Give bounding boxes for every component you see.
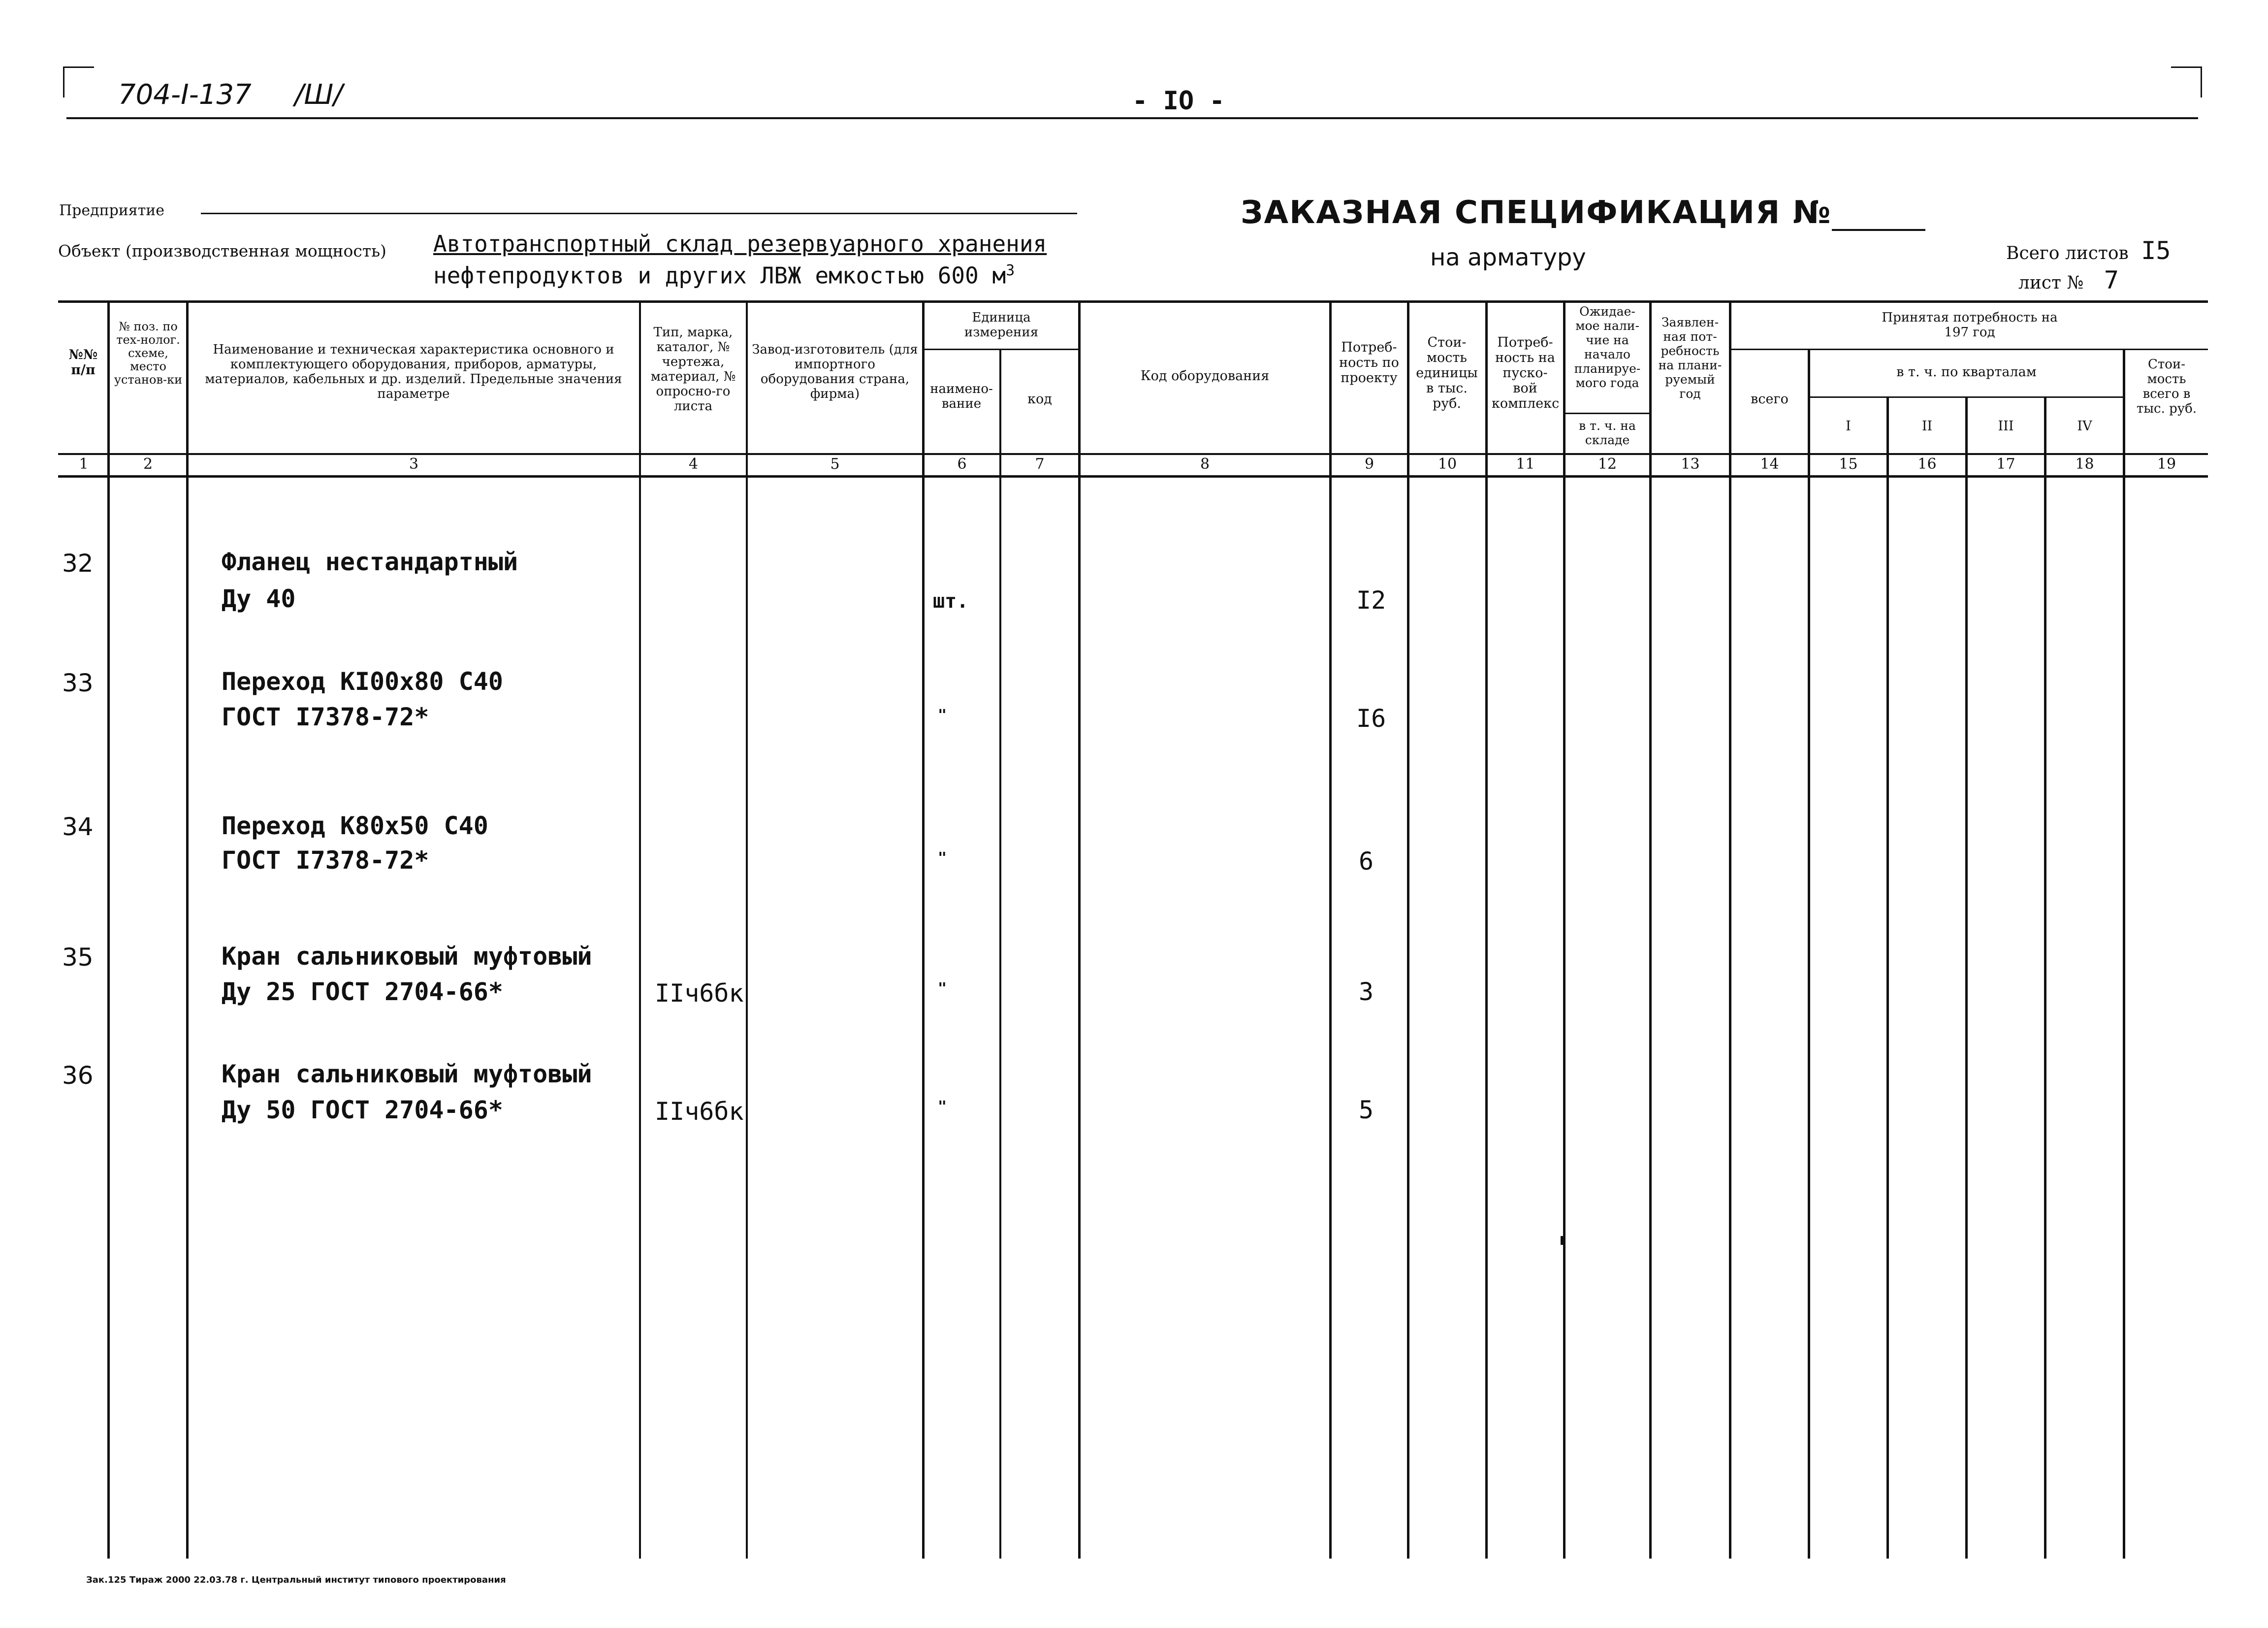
column-number-bottom-rule [58,475,2208,478]
col-number: 18 [2075,456,2094,473]
row-number: 34 [62,813,94,841]
col-number: 3 [409,456,419,473]
total-sheets-label: Всего листов [2006,243,2129,263]
unit-name: " [938,707,947,724]
col-border-6 [999,349,1001,1559]
col-number: 14 [1760,456,1779,473]
col-number: 11 [1516,456,1535,473]
spec-subtitle: на арматуру [1430,244,1586,271]
col-border-17 [2044,396,2046,1559]
sheet-number [2018,266,2119,294]
col-border-8 [1329,300,1332,1559]
col-header-9: Потреб-ность по проекту [1339,340,1399,386]
table-top-rule [58,300,2208,303]
item-name-line-1: Кран сальниковый муфтовый [222,942,592,971]
footer-imprint: Зак.125 Тираж 2000 22.03.78 г. Центральный институт типового проектирования [86,1575,506,1585]
col-header-12-bottom: в т. ч. на складе [1579,419,1636,447]
col-number: 7 [1035,456,1045,473]
item-name-line-1: Переход КI00х80 С40 [222,667,503,696]
object-line-2-text: нефтепродуктов и других ЛВЖ емкостью 600 м [433,262,1006,289]
object-superscript: 3 [1006,262,1015,279]
type-mark: IIч6бк [655,1097,744,1126]
item-name-line-2: Ду 50 ГОСТ 2704-66* [222,1096,503,1124]
col-header-14-group: Принятая потребность на 197 год [1882,310,2058,340]
col-header-6-group: Единица измерения [964,310,1039,340]
object-line-1: Автотранспортный склад резервуарного хранения [433,230,1047,257]
col-number: 4 [688,456,699,473]
col-header-11: Потреб-ность на пуско-вой комплекс [1492,335,1560,411]
item-name-line-1: Фланец нестандартный [222,548,518,576]
col-number: 12 [1597,456,1617,473]
col-number: 17 [1996,456,2015,473]
row-number: 35 [62,943,94,972]
col-border-1 [107,300,110,1559]
col-header-10: Стои-мость единицы в тыс. руб. [1416,335,1478,411]
sheet-label: лист № [2018,273,2084,293]
quarters-label: в т. ч. по кварталам [1896,364,2037,380]
row-number: 36 [62,1061,94,1090]
col-border-3 [639,300,641,1559]
col-border-11 [1563,300,1565,1559]
col-number: 9 [1364,456,1374,473]
quarter-3: III [1998,419,2014,434]
col-header-8: Код оборудования [1140,368,1270,384]
item-name-line-2: Ду 40 [222,585,296,613]
corner-mark-left [63,66,94,98]
col-number: 10 [1437,456,1457,473]
col-number: 2 [143,456,153,473]
object-line-2 [433,262,1015,289]
quantity: I6 [1356,704,1386,733]
col-number: 16 [1917,456,1937,473]
col-number: 15 [1839,456,1858,473]
sheet-value: 7 [2104,266,2119,294]
unit-name: " [938,980,947,997]
item-name-line-2: ГОСТ I7378-72* [222,703,429,731]
ink-mark [1561,1236,1565,1245]
col-number: 19 [2157,456,2176,473]
col-header-4: Тип, марка, каталог, № чертежа, материал, № опросно-го листа [650,325,736,414]
doc-code-text: 704-I-137 [118,79,252,111]
col-border-9 [1407,300,1409,1559]
type-mark: IIч6бк [655,979,744,1008]
col-border-15 [1886,396,1889,1559]
quarter-4: IV [2077,419,2092,434]
row-number: 33 [62,669,94,697]
unit-name: " [938,1098,947,1115]
quantity: 3 [1359,977,1374,1006]
enterprise-label: Предприятие [59,202,165,219]
col-header-14: всего [1751,391,1789,407]
header-rule [66,117,2198,119]
total-sheets [2006,236,2171,265]
col-number: 13 [1681,456,1700,473]
quantity: 5 [1359,1096,1374,1124]
col-header-3: Наименование и техническая характеристика основного и комплектующего оборудования, приборов, арматуры, материалов, кабельных и др. изделий. Предельные значения параметре [205,342,622,401]
page-number: - IO - [1132,86,1225,116]
item-name-line-1: Переход К80х50 С40 [222,812,488,840]
quantity: I2 [1356,586,1386,615]
col-border-7 [1078,300,1081,1559]
total-sheets-value: I5 [2141,236,2171,265]
quarter-2: II [1921,419,1933,434]
col-number: 6 [957,456,967,473]
col-border-4 [746,300,748,1559]
col-border-2 [186,300,189,1559]
col-border-14 [1808,349,1810,1559]
col-border-10 [1485,300,1488,1559]
document-code [118,79,343,111]
spec-title [1241,195,1925,231]
item-name-line-2: Ду 25 ГОСТ 2704-66* [222,977,503,1006]
col-header-13: Заявлен-ная пот-ребность на плани-руемый год [1658,315,1722,401]
col-header-7: код [1027,391,1052,407]
col-header-6: наимено-вание [930,382,993,411]
corner-mark-right [2171,66,2202,98]
col-header-5: Завод-изготовитель (для импортного оборудования страна, фирма) [752,342,918,401]
item-name-line-2: ГОСТ I7378-72* [222,846,429,875]
doc-suffix-text: /Ш/ [294,79,343,111]
col-number: 1 [79,456,89,473]
unit-name: шт. [933,590,969,613]
col12-split-rule [1565,413,1650,414]
accepted-group-rule [1730,349,2208,350]
col-header-2: № поз. по тех-нолог. схеме, место установ-ки [114,320,183,387]
col-border-18 [2123,349,2125,1559]
col-header-19: Стои-мость всего в тыс. руб. [2136,357,2197,416]
column-number-top-rule [58,453,2208,455]
quarter-1: I [1846,419,1851,434]
object-label: Объект (производственная мощность) [58,241,386,260]
col-number: 5 [830,456,840,473]
item-name-line-1: Кран сальниковый муфтовый [222,1060,592,1088]
unit-name: " [938,849,947,867]
col-border-5 [922,300,925,1559]
spec-title-text: ЗАКАЗНАЯ СПЕЦИФИКАЦИЯ № [1241,195,1832,231]
col-border-16 [1965,396,1968,1559]
col-border-13 [1729,300,1731,1559]
quantity: 6 [1359,847,1374,876]
col-header-1: №№ п/п [68,347,98,378]
col-border-12 [1649,300,1652,1559]
spec-number-blank [1832,202,1925,231]
enterprise-underline [201,213,1077,214]
col-number: 8 [1200,456,1210,473]
row-number: 32 [62,549,94,578]
col-header-12-top: Ожидае-мое нали-чие на начало планируе-мого года [1574,304,1641,390]
